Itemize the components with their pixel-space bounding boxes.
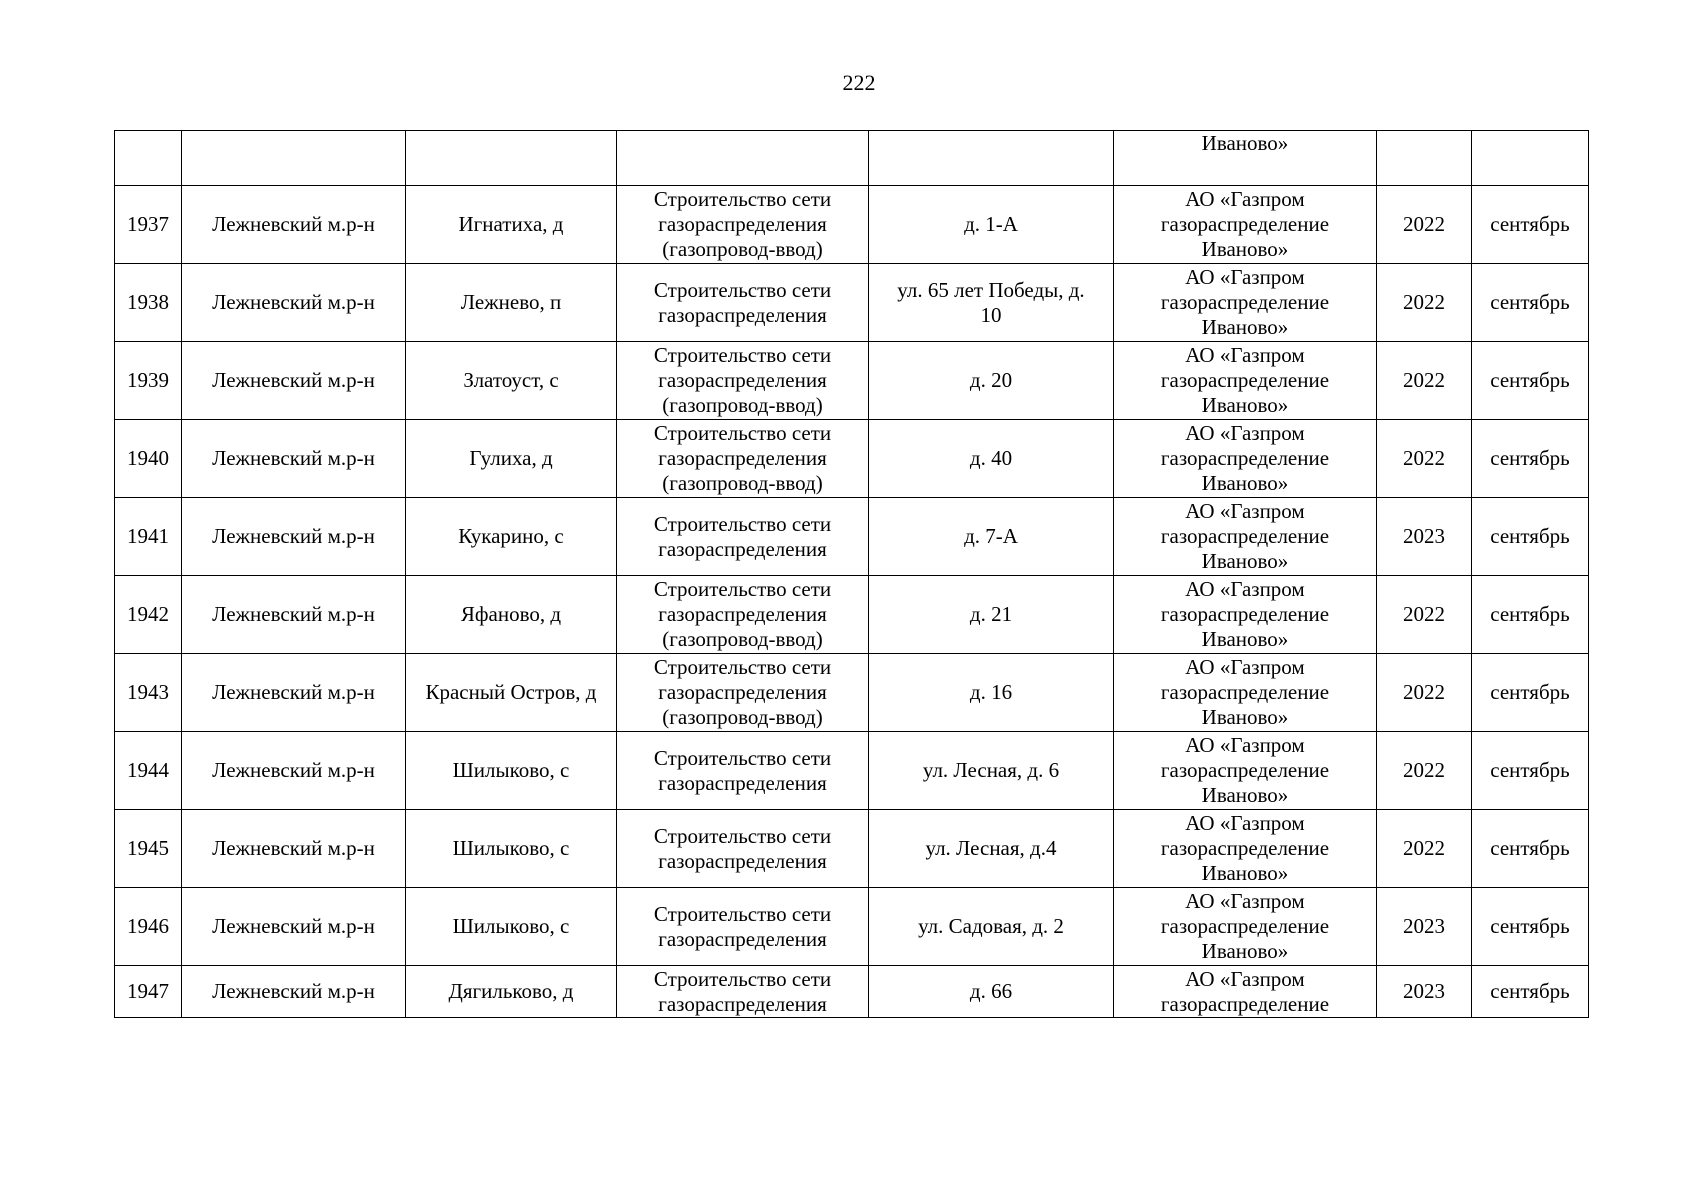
cell-address: д. 21 [869, 576, 1114, 654]
cell-organization: АО «Газпром газораспределение Иваново» [1114, 732, 1377, 810]
cell-number [115, 131, 182, 186]
cell-month: сентябрь [1472, 576, 1589, 654]
cell-work-type: Строительство сети газораспределения (газопровод-ввод) [617, 342, 869, 420]
cell-month: сентябрь [1472, 888, 1589, 966]
cell-settlement: Кукарино, с [406, 498, 617, 576]
cell-number: 1938 [115, 264, 182, 342]
cell-month: сентябрь [1472, 810, 1589, 888]
cell-organization: АО «Газпром газораспределение Иваново» [1114, 342, 1377, 420]
cell-month: сентябрь [1472, 186, 1589, 264]
cell-district: Лежневский м.р-н [182, 810, 406, 888]
cell-address: ул. Лесная, д. 6 [869, 732, 1114, 810]
cell-address: д. 1-А [869, 186, 1114, 264]
cell-organization: АО «Газпром газораспределение Иваново» [1114, 420, 1377, 498]
cell-organization: АО «Газпром газораспределение Иваново» [1114, 888, 1377, 966]
cell-settlement: Шилыково, с [406, 732, 617, 810]
cell-number: 1947 [115, 966, 182, 1018]
cell-work-type [617, 131, 869, 186]
table-row [115, 264, 1589, 342]
table-row [115, 654, 1589, 732]
cell-number: 1937 [115, 186, 182, 264]
cell-organization: АО «Газпром газораспределение [1114, 966, 1377, 1018]
cell-settlement [406, 131, 617, 186]
cell-settlement: Златоуст, с [406, 342, 617, 420]
cell-number: 1945 [115, 810, 182, 888]
cell-number: 1943 [115, 654, 182, 732]
cell-work-type: Строительство сети газораспределения [617, 264, 869, 342]
cell-address: д. 7-А [869, 498, 1114, 576]
cell-year: 2022 [1377, 264, 1472, 342]
table-row [115, 888, 1589, 966]
cell-number: 1944 [115, 732, 182, 810]
cell-year: 2022 [1377, 654, 1472, 732]
table-row [115, 732, 1589, 810]
cell-year: 2022 [1377, 342, 1472, 420]
cell-year: 2023 [1377, 966, 1472, 1018]
cell-organization: АО «Газпром газораспределение Иваново» [1114, 264, 1377, 342]
cell-district: Лежневский м.р-н [182, 576, 406, 654]
cell-work-type: Строительство сети газораспределения (газопровод-ввод) [617, 186, 869, 264]
cell-month: сентябрь [1472, 498, 1589, 576]
cell-settlement: Красный Остров, д [406, 654, 617, 732]
cell-settlement: Шилыково, с [406, 810, 617, 888]
cell-organization: Иваново» [1114, 131, 1377, 186]
table-row [115, 966, 1589, 1018]
cell-number: 1940 [115, 420, 182, 498]
table-row [115, 342, 1589, 420]
cell-district: Лежневский м.р-н [182, 498, 406, 576]
cell-work-type: Строительство сети газораспределения (газопровод-ввод) [617, 420, 869, 498]
cell-year: 2022 [1377, 420, 1472, 498]
cell-number: 1941 [115, 498, 182, 576]
cell-year: 2023 [1377, 888, 1472, 966]
cell-organization: АО «Газпром газораспределение Иваново» [1114, 576, 1377, 654]
cell-address: д. 20 [869, 342, 1114, 420]
cell-district: Лежневский м.р-н [182, 732, 406, 810]
cell-district: Лежневский м.р-н [182, 264, 406, 342]
cell-number: 1939 [115, 342, 182, 420]
continuation-row [115, 131, 1589, 186]
cell-settlement: Гулиха, д [406, 420, 617, 498]
cell-work-type: Строительство сети газораспределения [617, 810, 869, 888]
cell-organization: АО «Газпром газораспределение Иваново» [1114, 498, 1377, 576]
table-row [115, 810, 1589, 888]
cell-address: д. 40 [869, 420, 1114, 498]
table-body [115, 131, 1589, 1018]
cell-district: Лежневский м.р-н [182, 342, 406, 420]
cell-month: сентябрь [1472, 264, 1589, 342]
cell-district: Лежневский м.р-н [182, 420, 406, 498]
table-row [115, 498, 1589, 576]
cell-address: д. 16 [869, 654, 1114, 732]
cell-number: 1942 [115, 576, 182, 654]
cell-address: ул. Лесная, д.4 [869, 810, 1114, 888]
cell-year [1377, 131, 1472, 186]
cell-organization: АО «Газпром газораспределение Иваново» [1114, 186, 1377, 264]
cell-work-type: Строительство сети газораспределения [617, 732, 869, 810]
cell-month: сентябрь [1472, 342, 1589, 420]
table-row [115, 420, 1589, 498]
cell-month: сентябрь [1472, 654, 1589, 732]
cell-year: 2022 [1377, 576, 1472, 654]
cell-month [1472, 131, 1589, 186]
cell-district: Лежневский м.р-н [182, 186, 406, 264]
cell-district: Лежневский м.р-н [182, 888, 406, 966]
cell-organization: АО «Газпром газораспределение Иваново» [1114, 810, 1377, 888]
cell-month: сентябрь [1472, 732, 1589, 810]
table-row [115, 576, 1589, 654]
cell-district [182, 131, 406, 186]
cell-year: 2022 [1377, 186, 1472, 264]
cell-district: Лежневский м.р-н [182, 966, 406, 1018]
cell-district: Лежневский м.р-н [182, 654, 406, 732]
cell-work-type: Строительство сети газораспределения [617, 888, 869, 966]
cell-address: д. 66 [869, 966, 1114, 1018]
cell-address: ул. Садовая, д. 2 [869, 888, 1114, 966]
cell-settlement: Шилыково, с [406, 888, 617, 966]
cell-month: сентябрь [1472, 966, 1589, 1018]
cell-work-type: Строительство сети газораспределения (газопровод-ввод) [617, 654, 869, 732]
cell-work-type: Строительство сети газораспределения [617, 966, 869, 1018]
cell-address: ул. 65 лет Победы, д. 10 [869, 264, 1114, 342]
gas-distribution-table [114, 130, 1589, 1018]
cell-year: 2023 [1377, 498, 1472, 576]
cell-number: 1946 [115, 888, 182, 966]
cell-organization: АО «Газпром газораспределение Иваново» [1114, 654, 1377, 732]
table-row [115, 186, 1589, 264]
cell-settlement: Игнатиха, д [406, 186, 617, 264]
cell-address [869, 131, 1114, 186]
cell-work-type: Строительство сети газораспределения (газопровод-ввод) [617, 576, 869, 654]
cell-settlement: Лежнево, п [406, 264, 617, 342]
cell-settlement: Яфаново, д [406, 576, 617, 654]
cell-work-type: Строительство сети газораспределения [617, 498, 869, 576]
cell-year: 2022 [1377, 732, 1472, 810]
cell-year: 2022 [1377, 810, 1472, 888]
cell-settlement: Дягильково, д [406, 966, 617, 1018]
page-number: 222 [842, 70, 876, 95]
cell-month: сентябрь [1472, 420, 1589, 498]
